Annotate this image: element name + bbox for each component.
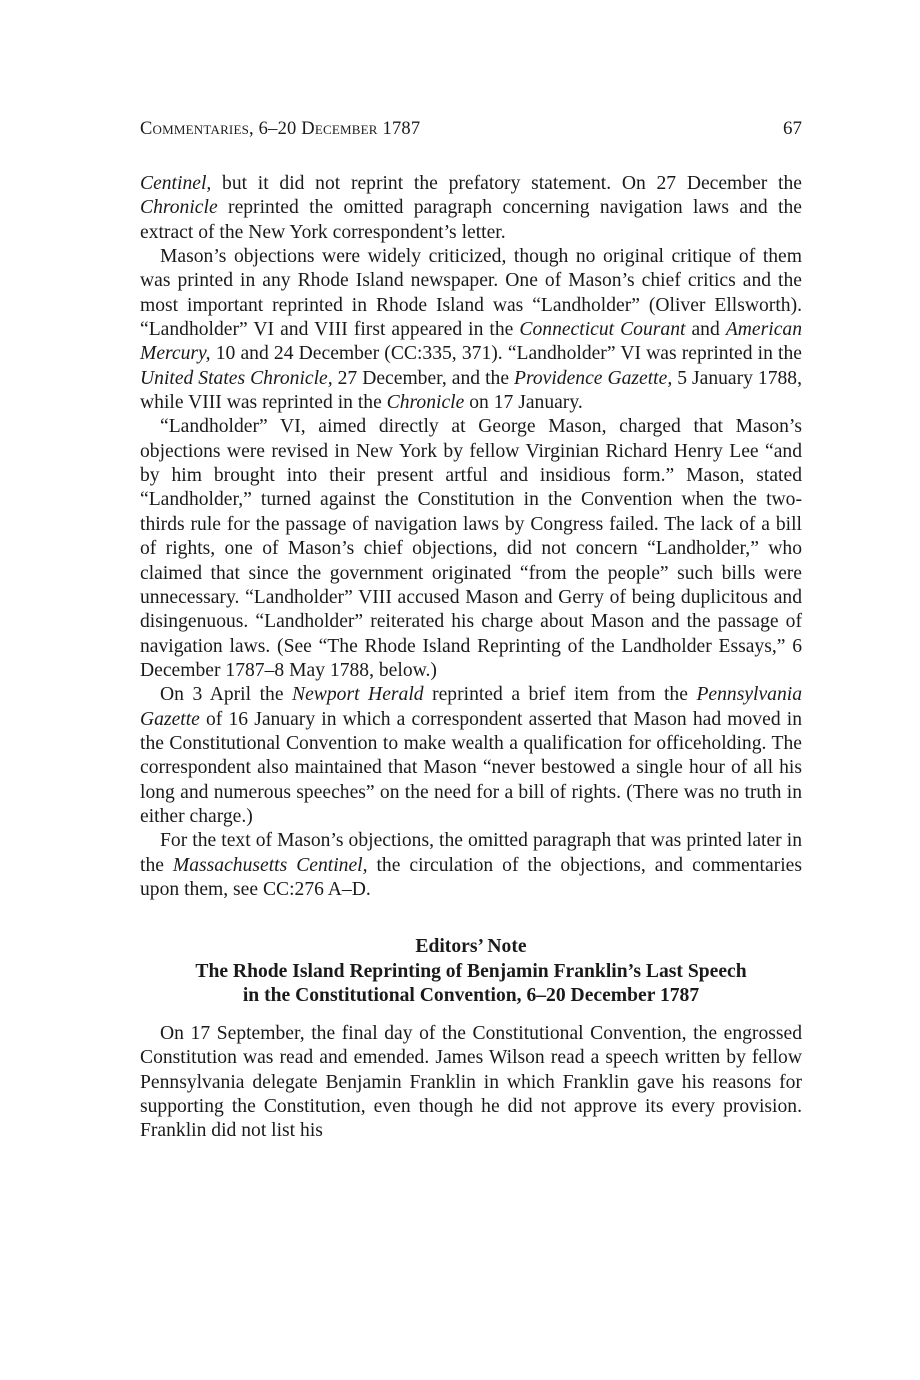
text-run: On 3 April the <box>160 684 293 706</box>
body-paragraph <box>140 245 802 415</box>
italic-title: Newport Herald <box>292 684 424 706</box>
body-text <box>140 172 802 902</box>
text-run: of 16 January in which a correspondent asserted that Mason had moved in the Constitutional Convention to make wealth a qualification for officeholding. The correspondent also maintained that Mason “never bestowed a single hour of all his long and numerous speeches” on the need for a bill of rights. (There was no truth in either charge.) <box>140 708 802 827</box>
text-run: the circulation of the objections, and commentaries upon them, see CC:276 A–D. <box>140 854 802 900</box>
text-run: reprinted the omitted paragraph concerning navigation laws and the extract of the New York correspondent’s letter. <box>140 197 802 243</box>
italic-title: Pennsylvania Gazette <box>140 684 802 730</box>
editors-note-title-line-2: in the Constitutional Convention, 6–20 December 1787 <box>242 985 700 1007</box>
document-page <box>140 118 802 1144</box>
editors-note-heading <box>140 935 802 1009</box>
italic-title: Chronicle <box>140 197 218 219</box>
text-run: Mason’s objections were widely criticized, though no original critique of them was printed in any Rhode Island newspaper. One of Mason’s chief critics and the most important reprinted in Rhode Island was “Landholder” (Oliver Ellsworth). “Landholder” VI and VIII first appeared in the <box>140 246 802 341</box>
italic-title: Centinel, <box>140 173 212 194</box>
text-run: 10 and 24 December (CC:335, 371). “Landholder” VI was reprinted in the <box>210 343 802 365</box>
italic-title: United States Chronicle, <box>140 367 333 389</box>
body-paragraph <box>140 172 802 245</box>
running-head <box>140 118 802 150</box>
text-run: and <box>685 319 726 341</box>
text-run: 27 December, and the <box>332 367 514 389</box>
note-paragraph <box>140 1022 802 1144</box>
text-run: reprinted a brief item from the <box>423 684 697 706</box>
text-run: “Landholder” VI, aimed directly at George Mason, charged that Mason’s objections were revised in New York by fellow Virginian Richard Henry Lee “and by him brought into their present artful and insidious form.” Mason, stated “Landholder,” turned against the Constitution in the Convention when the two-thirds rule for the passage of navigation laws by Congress failed. The lack of a bill of rights, one of Mason’s chief objections, did not concern “Landholder,” who claimed that since the government originated “from the people” such bills were unnecessary. “Landholder” VIII accused Mason and Gerry of being duplicitous and disingenuous. “Landholder” reiterated his charge about Mason and the passage of navigation laws. (See “The Rhode Island Reprinting of the Landholder Essays,” 6 December 1787–8 May 1788, below.) <box>140 416 802 681</box>
running-head-title: Commentaries, 6–20 December 1787 <box>140 119 421 139</box>
italic-title: Chronicle <box>386 392 465 414</box>
body-paragraph <box>140 683 802 829</box>
editors-note-text <box>140 1022 802 1144</box>
editors-note-title-line-1: The Rhode Island Reprinting of Benjamin Franklin’s Last Speech <box>195 960 747 982</box>
italic-title: Connecticut Courant <box>519 319 686 341</box>
text-run: 5 January 1788, while VIII was reprinted in the <box>140 367 803 414</box>
body-paragraph <box>140 829 802 902</box>
italic-title: Providence Gazette, <box>514 367 673 389</box>
italic-title: American Mercury, <box>140 319 802 365</box>
text-run: For the text of Mason’s objections, the omitted paragraph that was printed later in the <box>140 830 802 876</box>
body-paragraph <box>140 415 802 683</box>
text-run: on 17 January. <box>464 392 583 414</box>
page-number: 67 <box>783 118 802 139</box>
text-run: but it did not reprint the prefatory statement. On 27 December the <box>211 173 802 194</box>
editors-note-label: Editors’ Note <box>415 936 527 958</box>
text-run: On 17 September, the final day of the Constitutional Convention, the engrossed Constitution was read and emended. James Wilson read a speech written by fellow Pennsylvania delegate Benjamin Franklin in which Franklin gave his reasons for supporting the Constitution, even though he did not approve its every provision. Franklin did not list his <box>140 1022 802 1142</box>
italic-title: Massachusetts Centinel, <box>172 854 368 876</box>
